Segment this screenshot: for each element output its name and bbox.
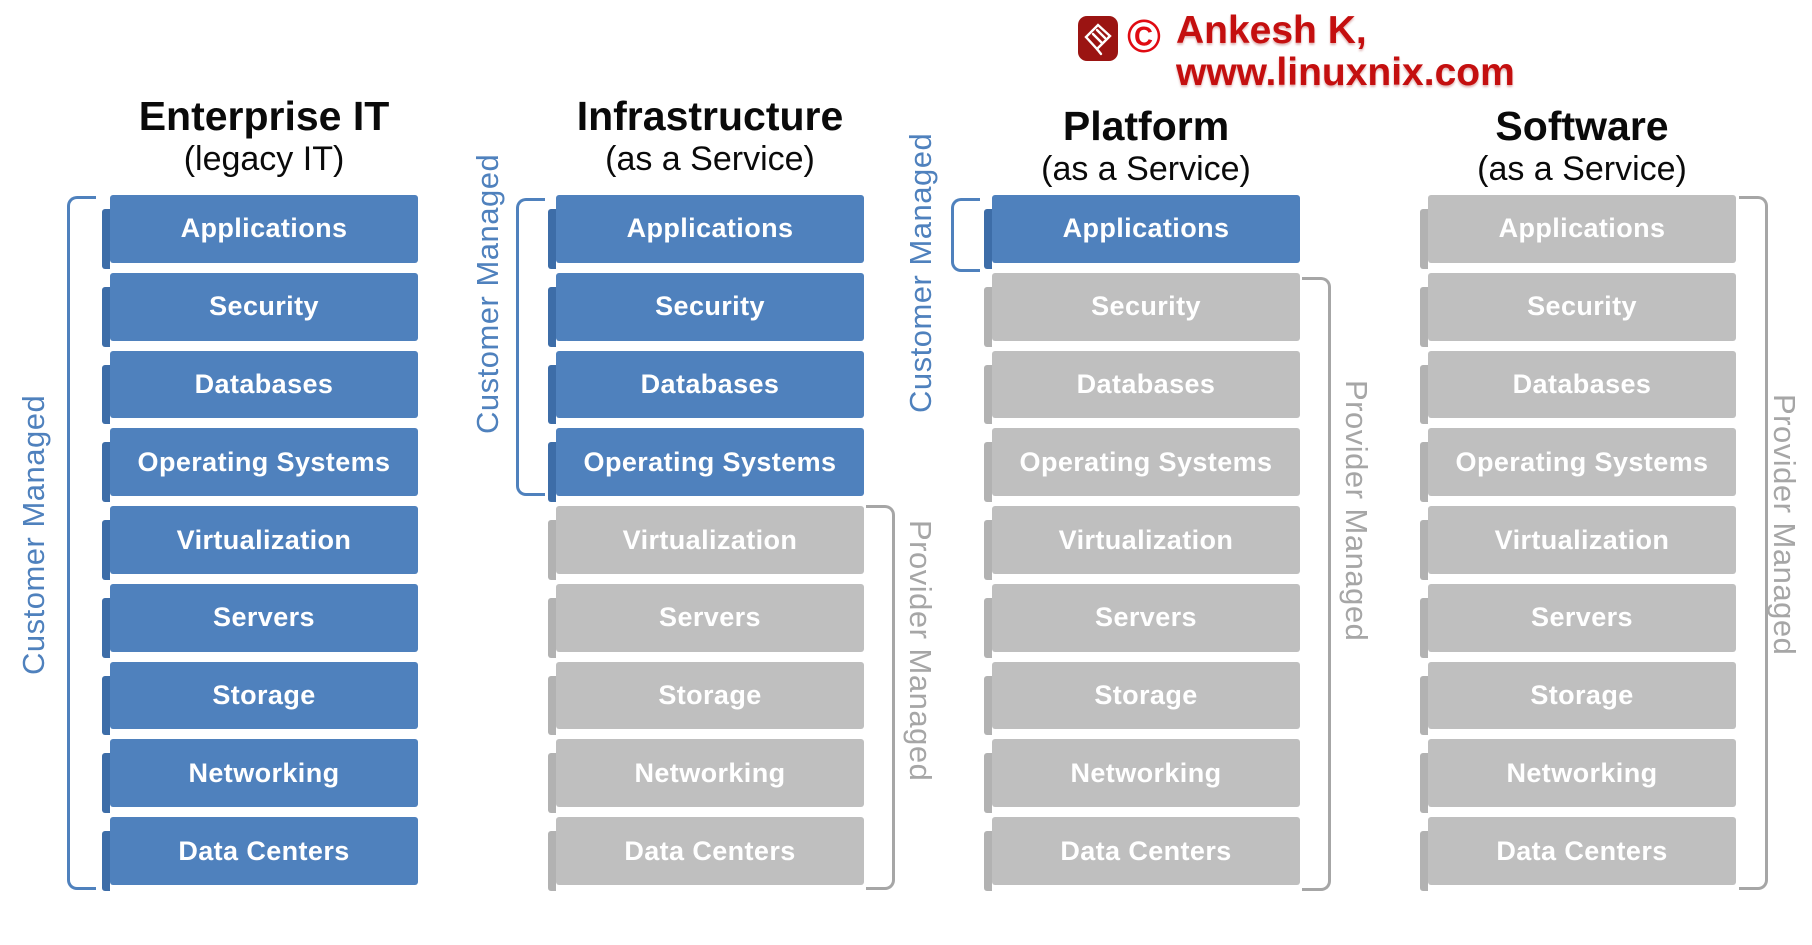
layer-box-security: Security xyxy=(110,273,418,341)
column-header-enterprise-it xyxy=(44,94,484,178)
layer-stack-paas xyxy=(992,195,1300,885)
customer-managed-label-iaas: Customer Managed xyxy=(470,153,505,435)
layer-box-applications: Applications xyxy=(556,195,864,263)
provider-managed-label-iaas: Provider Managed xyxy=(903,520,938,782)
layer-box-servers: Servers xyxy=(1428,584,1736,652)
layer-box-data-centers: Data Centers xyxy=(992,817,1300,885)
column-header-paas xyxy=(926,104,1366,188)
column-subtitle: (legacy IT) xyxy=(183,139,345,178)
bracket-customer-enterprise-it xyxy=(67,196,96,890)
provider-managed-label-paas: Provider Managed xyxy=(1339,379,1374,642)
copyright-icon: © xyxy=(1127,10,1161,62)
layer-stack-saas xyxy=(1428,195,1736,885)
customer-managed-label-paas: Customer Managed xyxy=(903,132,938,414)
column-header-saas xyxy=(1362,104,1802,188)
column-title: Platform xyxy=(1062,103,1230,149)
logo-glyph xyxy=(1083,22,1113,56)
layer-box-servers: Servers xyxy=(556,584,864,652)
layer-box-operating-systems: Operating Systems xyxy=(1428,428,1736,496)
layer-box-security: Security xyxy=(556,273,864,341)
layer-box-networking: Networking xyxy=(556,739,864,807)
layer-box-virtualization: Virtualization xyxy=(556,506,864,574)
layer-box-storage: Storage xyxy=(1428,662,1736,730)
layer-box-data-centers: Data Centers xyxy=(1428,817,1736,885)
layer-box-virtualization: Virtualization xyxy=(1428,506,1736,574)
layer-stack-iaas xyxy=(556,195,864,885)
layer-box-networking: Networking xyxy=(992,739,1300,807)
layer-box-databases: Databases xyxy=(556,351,864,419)
layer-box-data-centers: Data Centers xyxy=(110,817,418,885)
bracket-customer-iaas xyxy=(516,198,545,496)
layer-stack-enterprise-it xyxy=(110,195,418,885)
provider-managed-label-saas: Provider Managed xyxy=(1767,393,1802,656)
bracket-provider-iaas xyxy=(866,505,895,890)
layer-box-servers: Servers xyxy=(110,584,418,652)
bracket-customer-paas xyxy=(951,198,980,272)
layer-box-security: Security xyxy=(992,273,1300,341)
layer-box-data-centers: Data Centers xyxy=(556,817,864,885)
layer-box-applications: Applications xyxy=(110,195,418,263)
layer-box-databases: Databases xyxy=(1428,351,1736,419)
column-title: Enterprise IT xyxy=(138,93,390,139)
layer-box-servers: Servers xyxy=(992,584,1300,652)
layer-box-storage: Storage xyxy=(556,662,864,730)
layer-box-operating-systems: Operating Systems xyxy=(556,428,864,496)
layer-box-applications: Applications xyxy=(1428,195,1736,263)
brand-text xyxy=(1176,10,1515,94)
layer-box-operating-systems: Operating Systems xyxy=(992,428,1300,496)
layer-box-virtualization: Virtualization xyxy=(992,506,1300,574)
column-header-iaas xyxy=(490,94,930,178)
bracket-provider-paas xyxy=(1302,277,1331,891)
column-subtitle: (as a Service) xyxy=(605,139,815,178)
layer-box-networking: Networking xyxy=(110,739,418,807)
column-subtitle: (as a Service) xyxy=(1477,149,1687,188)
layer-box-databases: Databases xyxy=(992,351,1300,419)
column-title: Software xyxy=(1495,103,1669,149)
customer-managed-label-enterprise-it: Customer Managed xyxy=(16,394,51,676)
linuxnix-logo-icon xyxy=(1078,16,1118,61)
layer-box-security: Security xyxy=(1428,273,1736,341)
layer-box-applications: Applications xyxy=(992,195,1300,263)
layer-box-storage: Storage xyxy=(110,662,418,730)
column-subtitle: (as a Service) xyxy=(1041,149,1251,188)
brand-author: Ankesh K, xyxy=(1176,9,1367,52)
brand-url: www.linuxnix.com xyxy=(1176,51,1515,95)
layer-box-virtualization: Virtualization xyxy=(110,506,418,574)
layer-box-storage: Storage xyxy=(992,662,1300,730)
column-title: Infrastructure xyxy=(576,93,844,139)
layer-box-operating-systems: Operating Systems xyxy=(110,428,418,496)
layer-box-networking: Networking xyxy=(1428,739,1736,807)
layer-box-databases: Databases xyxy=(110,351,418,419)
